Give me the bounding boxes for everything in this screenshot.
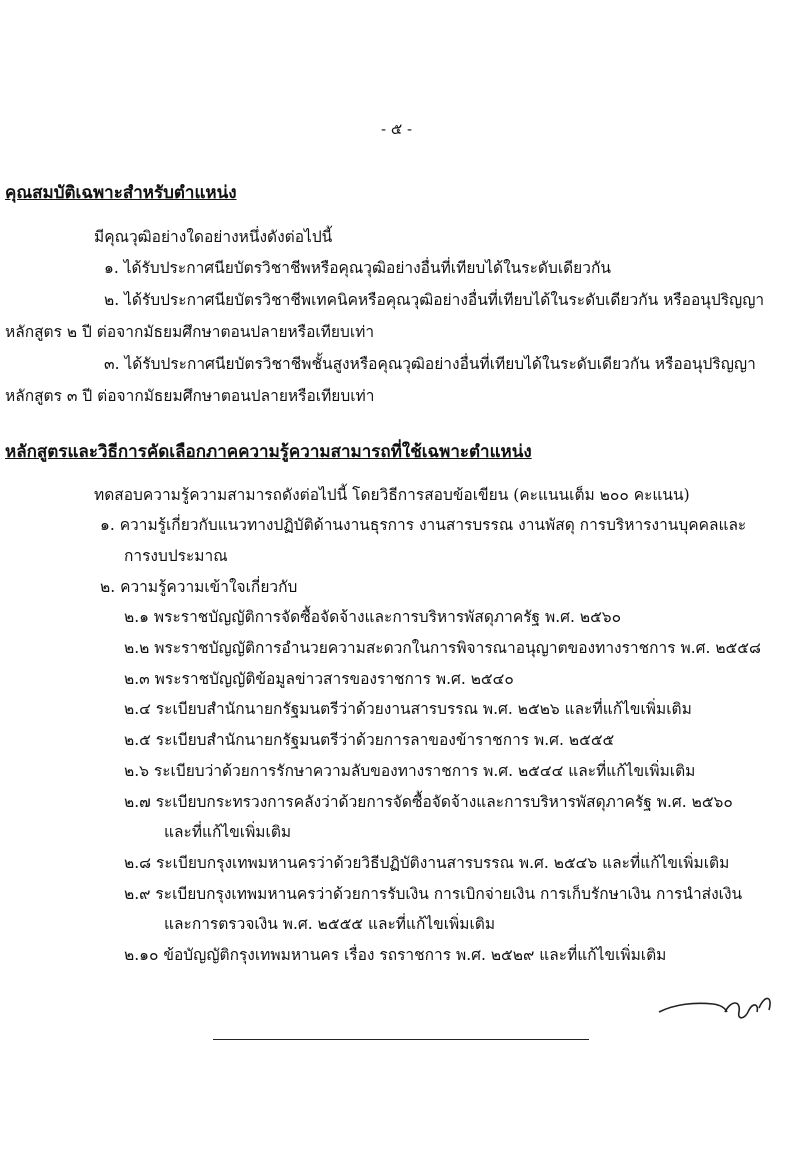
sub-item: ๒.๙ ระเบียบกรุงเทพมหานครว่าด้วยการรับเงิน การเบิกจ่ายเงิน การเก็บรักษาเงิน การนำส่งเงิน: [124, 885, 743, 903]
curriculum-intro: ทดสอบความรู้ความสามารถดังต่อไปนี้ โดยวิธีการสอบข้อเขียน (คะแนนเต็ม ๒๐๐ คะแนน): [94, 486, 690, 504]
sub-item: ๒.๕ ระเบียบสำนักนายกรัฐมนตรีว่าด้วยการลาของข้าราชการ พ.ศ. ๒๕๕๕: [124, 731, 615, 749]
footer-divider: [213, 1039, 589, 1040]
sub-item: ๒.๓ พระราชบัญญัติข้อมูลข่าวสารของราชการ พ.ศ. ๒๕๔๐: [124, 670, 514, 688]
qualification-item-continued: หลักสูตร ๒ ปี ต่อจากมัธยมศึกษาตอนปลายหรือเทียบเท่า: [5, 323, 375, 341]
sub-item: ๒.๘ ระเบียบกรุงเทพมหานครว่าด้วยวิธีปฏิบัติงานสารบรรณ พ.ศ. ๒๕๔๖ และที่แก้ไขเพิ่มเติม: [124, 854, 730, 872]
sub-item-continued: และที่แก้ไขเพิ่มเติม: [164, 823, 292, 841]
sub-item: ๒.๔ ระเบียบสำนักนายกรัฐมนตรีว่าด้วยงานสารบรรณ พ.ศ. ๒๕๒๖ และที่แก้ไขเพิ่มเติม: [124, 700, 692, 718]
sub-item: ๒.๑๐ ข้อบัญญัติกรุงเทพมหานคร เรื่อง รถราชการ พ.ศ. ๒๕๒๙ และที่แก้ไขเพิ่มเติม: [124, 946, 667, 964]
section-qualifications-title: คุณสมบัติเฉพาะสำหรับตำแหน่ง: [5, 183, 237, 203]
signature: [655, 990, 785, 1030]
qualification-item: ๒. ได้รับประกาศนียบัตรวิชาชีพเทคนิคหรือคุณวุฒิอย่างอื่นที่เทียบได้ในระดับเดียวกัน หรืออนุปริญญา: [104, 291, 765, 309]
sub-item-continued: และการตรวจเงิน พ.ศ. ๒๕๕๕ และที่แก้ไขเพิ่มเติม: [164, 915, 496, 933]
sub-item: ๒.๒ พระราชบัญญัติการอำนวยความสะดวกในการพิจารณาอนุญาตของทางราชการ พ.ศ. ๒๕๕๘: [124, 639, 761, 657]
curriculum-item-1-continued: การงบประมาณ: [124, 547, 228, 565]
qualifications-intro: มีคุณวุฒิอย่างใดอย่างหนึ่งดังต่อไปนี้: [94, 228, 333, 246]
curriculum-item-2: ๒. ความรู้ความเข้าใจเกี่ยวกับ: [100, 578, 298, 596]
qualification-item-continued: หลักสูตร ๓ ปี ต่อจากมัธยมศึกษาตอนปลายหรือเทียบเท่า: [5, 387, 375, 405]
sub-item: ๒.๑ พระราชบัญญัติการจัดซื้อจัดจ้างและการบริหารพัสดุภาครัฐ พ.ศ. ๒๕๖๐: [124, 608, 622, 626]
sub-item: ๒.๗ ระเบียบกระทรวงการคลังว่าด้วยการจัดซื้อจัดจ้างและการบริหารพัสดุภาครัฐ พ.ศ. ๒๕๖๐: [124, 793, 733, 811]
sub-item: ๒.๖ ระเบียบว่าด้วยการรักษาความลับของทางราชการ พ.ศ. ๒๕๔๔ และที่แก้ไขเพิ่มเติม: [124, 762, 696, 780]
curriculum-item-1: ๑. ความรู้เกี่ยวกับแนวทางปฏิบัติด้านงานธุรการ งานสารบรรณ งานพัสดุ การบริหารงานบุคคลและ: [100, 516, 747, 534]
qualification-item: ๓. ได้รับประกาศนียบัตรวิชาชีพชั้นสูงหรือคุณวุฒิอย่างอื่นที่เทียบได้ในระดับเดียวกัน หรืออนุปริญญา: [104, 355, 756, 373]
qualification-item: ๑. ได้รับประกาศนียบัตรวิชาชีพหรือคุณวุฒิอย่างอื่นที่เทียบได้ในระดับเดียวกัน: [104, 259, 611, 277]
section-curriculum-title: หลักสูตรและวิธีการคัดเลือกภาคความรู้ความสามารถที่ใช้เฉพาะตำแหน่ง: [5, 442, 532, 462]
page-number: - ๕ -: [381, 120, 413, 138]
